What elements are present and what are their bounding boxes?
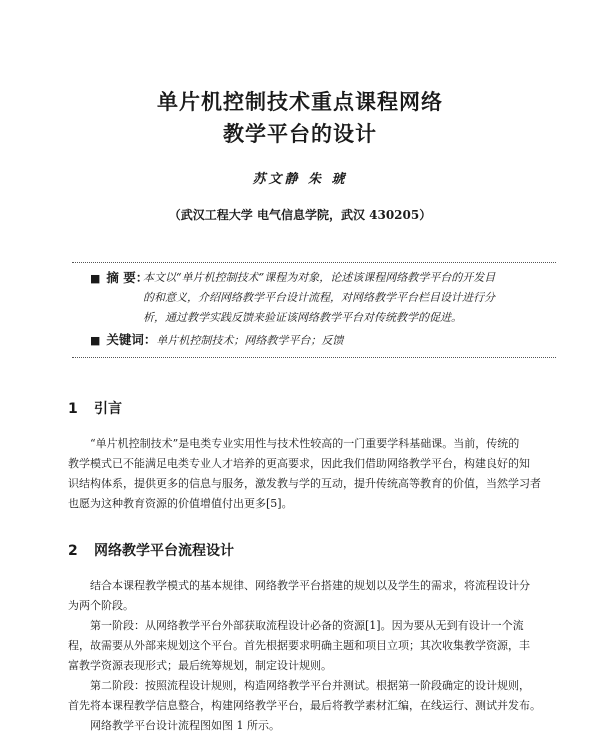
section1-title: 引言 [94,401,122,417]
section1-number: 1 [68,401,78,417]
section1-paragraph [68,434,552,514]
paragraph-line: 富教学资源表现形式；最后统筹规划，制定设计规则。 [68,659,332,672]
section2-paragraph-3 [68,676,552,716]
paragraph-line: 为两个阶段。 [68,599,134,612]
section2-paragraph-1 [68,576,552,616]
paragraph-line: 教学模式已不能满足电类专业人才培养的更高要求，因此我们借助网络教学平台，构建良好的知 [68,457,530,470]
section2-paragraph-2 [68,616,552,676]
paragraph-line: “单片机控制技术”是电类专业实用性与技术性较高的一门重要学科基础课。当前，传统的 [90,437,520,450]
abstract-bullet-icon: ■ [90,272,101,285]
section1-heading [68,398,122,418]
abstract-bottom-rule [72,357,556,358]
section2-title: 网络教学平台流程设计 [94,543,234,559]
keywords-bullet-icon: ■ [90,334,101,347]
abstract-text [143,268,553,328]
abstract-label: 摘 要： [106,270,149,285]
paragraph-line: 第二阶段：按照流程设计规则，构造网络教学平台并测试。根据第一阶段确定的设计规则， [90,679,530,692]
abstract-top-rule [72,262,556,263]
section2-paragraph-4 [68,716,552,736]
paragraph-line: 首先将本课程教学信息整合，构建网络教学平台，最后将教学素材汇编，在线运行、测试并发布。 [68,699,541,712]
affiliation: （武汉工程大学 电气信息学院，武汉 430205） [168,208,432,222]
paragraph-line: 网络教学平台设计流程图如图 1 所示。 [90,719,280,732]
section2-number: 2 [68,543,78,559]
paper-title-line1: 单片机控制技术重点课程网络 [157,90,443,114]
paper-title-line2: 教学平台的设计 [223,122,377,146]
abstract-line: 的和意义，介绍网络教学平台设计流程，对网络教学平台栏目设计进行分 [143,291,495,304]
keywords-text: 单片机控制技术；网络教学平台；反馈 [156,334,344,347]
paragraph-line: 识结构体系，提供更多的信息与服务，激发教与学的互动，提升传统高等教育的价值，当然学习者 [68,477,541,490]
keywords-row [90,330,550,351]
paragraph-line: 结合本课程教学模式的基本规律、网络教学平台搭建的规划以及学生的需求，将流程设计分 [90,579,530,592]
authors: 苏文静 朱 琥 [252,172,348,187]
paragraph-line: 第一阶段：从网络教学平台外部获取流程设计必备的资源[1]。因为要从无到有设计一个流 [90,619,524,632]
abstract-line: 本文以“单片机控制技术”课程为对象，论述该课程网络教学平台的开发目 [143,271,496,284]
paragraph-line: 也愿为这种教育资源的价值增值付出更多[5]。 [68,497,293,510]
paragraph-line: 程，故需要从外部来规划这个平台。首先根据要求明确主题和项目立项；其次收集教学资源，丰 [68,639,530,652]
section2-heading [68,540,234,560]
abstract-line: 析，通过教学实践反馈来验证该网络教学平台对传统教学的促进。 [143,311,462,324]
keywords-label: 关键词： [106,332,157,347]
